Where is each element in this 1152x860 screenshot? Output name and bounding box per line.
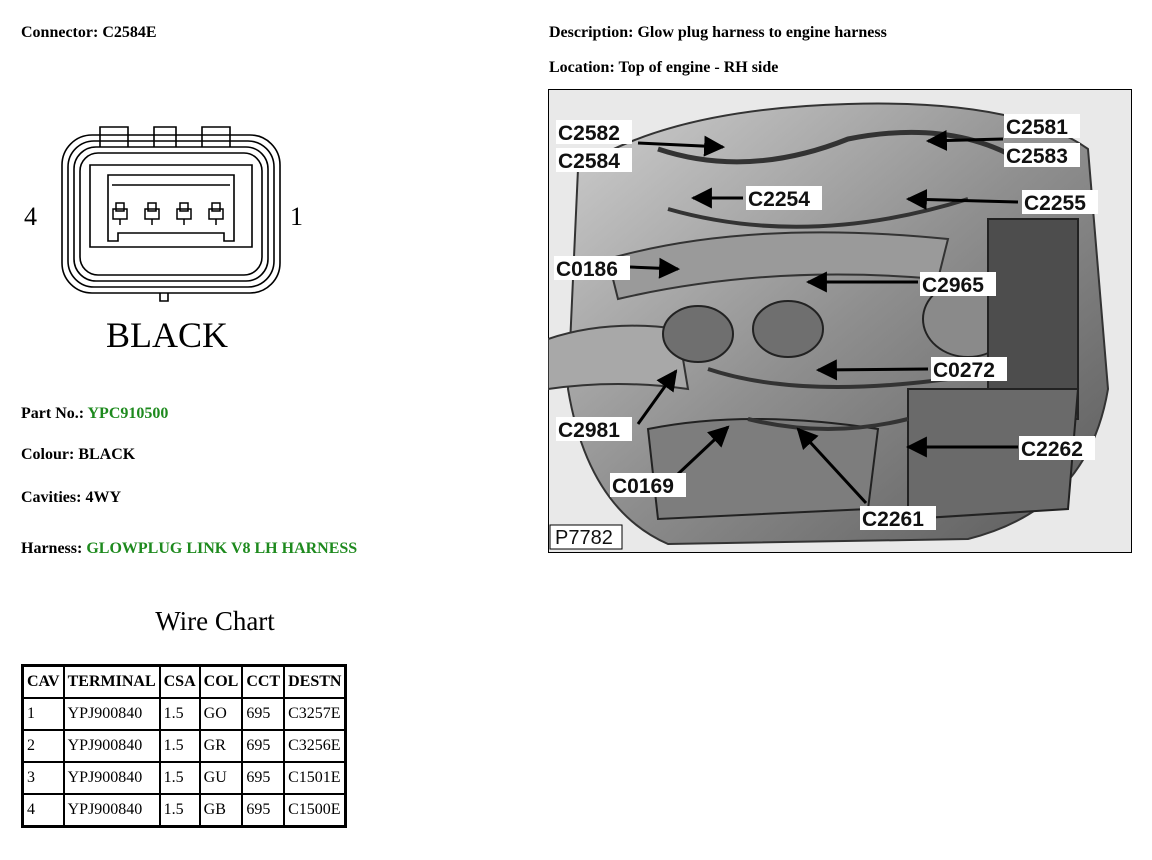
callout-c2261: C2261 (862, 508, 924, 531)
cell-cct: 695 (242, 698, 284, 730)
callout-c2254: C2254 (748, 188, 810, 211)
cell-cct: 695 (242, 762, 284, 794)
callout-c2965: C2965 (922, 274, 984, 297)
harness-value[interactable]: GLOWPLUG LINK V8 LH HARNESS (86, 540, 358, 557)
callout-c2262: C2262 (1021, 438, 1083, 461)
cell-cav: 1 (23, 698, 64, 730)
callout-c2981: C2981 (558, 419, 620, 442)
callout-c2582: C2582 (558, 122, 620, 145)
connector-field (21, 24, 157, 42)
connector-label: Connector: (21, 24, 99, 41)
part-no-field (21, 405, 168, 423)
pin-group (113, 203, 223, 225)
header-terminal: TERMINAL (64, 666, 160, 699)
cell-terminal: YPJ900840 (64, 794, 160, 827)
cell-csa: 1.5 (160, 762, 200, 794)
description-field (549, 24, 887, 42)
part-no-value[interactable]: YPC910500 (87, 405, 169, 422)
pin-1 (209, 203, 223, 225)
cell-col: GR (200, 730, 243, 762)
cavities-value: 4WY (85, 489, 121, 506)
header-destn: DESTN (284, 666, 346, 699)
cell-col: GO (200, 698, 243, 730)
pin-4-label: 4 (24, 202, 37, 231)
location-label: Location: (549, 59, 615, 76)
cell-cct: 695 (242, 730, 284, 762)
part-no-label: Part No.: (21, 405, 85, 422)
harness-field (21, 540, 357, 558)
location-value: Top of engine - RH side (618, 59, 779, 76)
header-cct: CCT (242, 666, 284, 699)
cell-col: GB (200, 794, 243, 827)
engine-location-image (548, 89, 1132, 553)
header-cav: CAV (23, 666, 64, 699)
header-csa: CSA (160, 666, 200, 699)
wire-chart-table (21, 664, 347, 828)
table-header-row (23, 666, 346, 699)
connector-value: C2584E (102, 24, 157, 41)
callout-c2581: C2581 (1006, 116, 1068, 139)
cell-cct: 695 (242, 794, 284, 827)
pin-3 (145, 203, 159, 225)
cell-destn: C3256E (284, 730, 346, 762)
cell-csa: 1.5 (160, 730, 200, 762)
callout-c2584: C2584 (558, 150, 620, 173)
table-row (23, 762, 346, 794)
cell-cav: 4 (23, 794, 64, 827)
cell-destn: C3257E (284, 698, 346, 730)
diagram-colour-label: BLACK (106, 315, 229, 355)
description-value: Glow plug harness to engine harness (637, 24, 887, 41)
pin-2 (177, 203, 191, 225)
callout-c0169: C0169 (612, 475, 674, 498)
cell-terminal: YPJ900840 (64, 698, 160, 730)
table-row (23, 794, 346, 827)
description-label: Description: (549, 24, 634, 41)
cell-csa: 1.5 (160, 698, 200, 730)
callout-c2583: C2583 (1006, 145, 1068, 168)
colour-label: Colour: (21, 446, 75, 463)
cell-cav: 2 (23, 730, 64, 762)
cell-cav: 3 (23, 762, 64, 794)
colour-value: BLACK (78, 446, 136, 463)
cavities-field (21, 489, 121, 507)
location-field (549, 59, 778, 77)
connector-face-diagram (20, 115, 320, 365)
cavities-label: Cavities: (21, 489, 82, 506)
harness-label: Harness: (21, 540, 83, 557)
callout-c0186: C0186 (556, 258, 618, 281)
header-col: COL (200, 666, 243, 699)
wire-chart-title: Wire Chart (155, 606, 275, 636)
cell-destn: C1500E (284, 794, 346, 827)
pin-4 (113, 203, 127, 225)
table-row (23, 730, 346, 762)
cell-csa: 1.5 (160, 794, 200, 827)
pin-1-label: 1 (290, 202, 303, 231)
cell-destn: C1501E (284, 762, 346, 794)
colour-field (21, 446, 135, 464)
callout-c0272: C0272 (933, 359, 995, 382)
table-row (23, 698, 346, 730)
cell-col: GU (200, 762, 243, 794)
callout-c2255: C2255 (1024, 192, 1086, 215)
cell-terminal: YPJ900840 (64, 762, 160, 794)
cell-terminal: YPJ900840 (64, 730, 160, 762)
photo-ref: P7782 (555, 527, 613, 549)
